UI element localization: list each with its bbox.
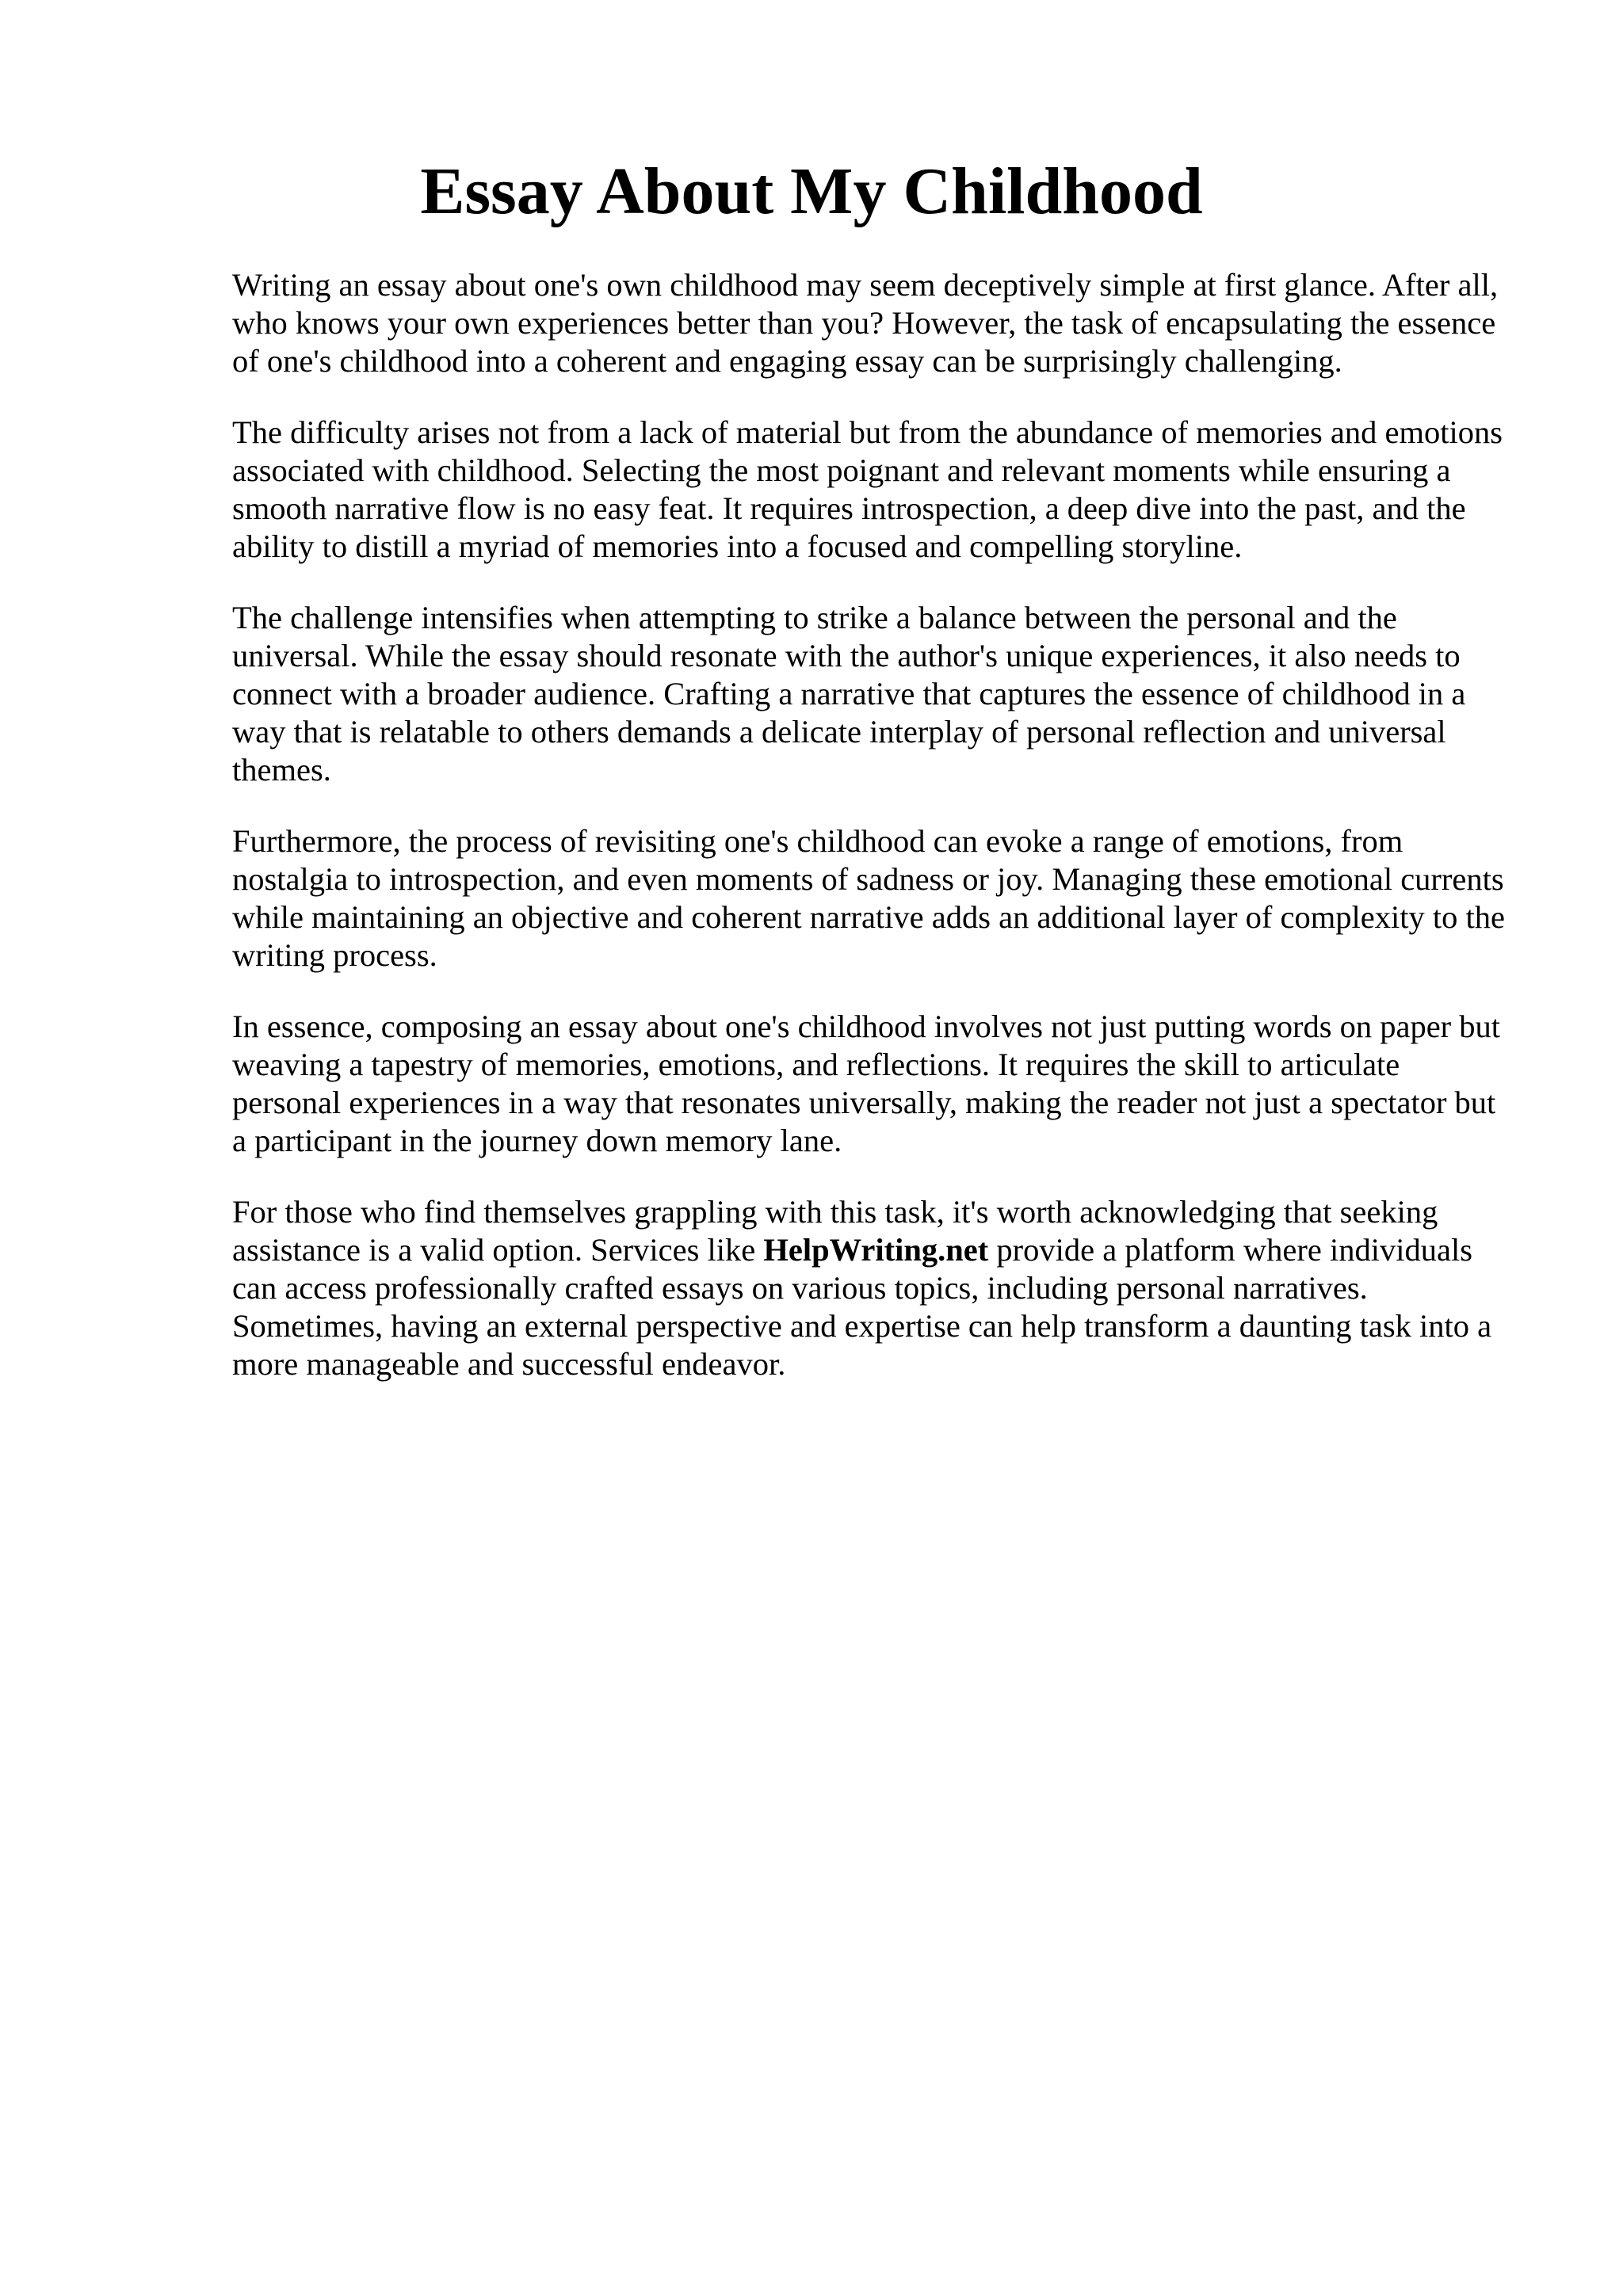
paragraph-3: The challenge intensifies when attempting to strike a balance between the personal and the universal. While the essay should resonate with the author's unique experiences, it also needs to connect with a broader audience. Crafting a narrative that captures the essence of childhood in a way that is relatable to others demands a delicate interplay of personal reflection and universal themes. [232, 600, 1466, 788]
paragraph-6-start: For those who find themselves grappling with this task, it's worth acknowledging that seeking assistance is a valid option. Services like [232, 1194, 1438, 1268]
paragraph-6 [232, 1193, 1516, 1383]
document-title: Essay About My Childhood [420, 154, 1203, 228]
paragraph-2: The difficulty arises not from a lack of material but from the abundance of memories and emotions associated with childhood. Selecting the most poignant and relevant moments while ensuring a smooth narrative flow is no easy feat. It requires introspection, a deep dive into the past, and the ability to distill a myriad of memories into a focused and compelling storyline. [232, 414, 1503, 564]
paragraph-5: In essence, composing an essay about one's childhood involves not just putting words on paper but weaving a tapestry of memories, emotions, and reflections. It requires the skill to articulate personal experiences in a way that resonates universally, making the reader not just a spectator but a participant in the journey down memory lane. [232, 1009, 1501, 1158]
paragraph-1: Writing an essay about one's own childhood may seem deceptively simple at first glance. After all, who knows your own experiences better than you? However, the task of encapsulating the essence of one's childhood into a coherent and engaging essay can be surprisingly challenging. [232, 267, 1499, 379]
paragraph-4: Furthermore, the process of revisiting one's childhood can evoke a range of emotions, from nostalgia to introspection, and even moments of sadness or joy. Managing these emotional currents while maintaining an objective and coherent narrative adds an additional layer of complexity to the writing process. [232, 823, 1505, 973]
service-name: HelpWriting.net [763, 1232, 989, 1268]
paragraph-6-end: provide a platform where individuals can access professionally crafted essays on various topics, including personal narratives. Sometimes, having an external perspective and expertise can help transform a daunting task into a more manageable and successful endeavor. [232, 1232, 1492, 1382]
document-body [232, 266, 1516, 1417]
